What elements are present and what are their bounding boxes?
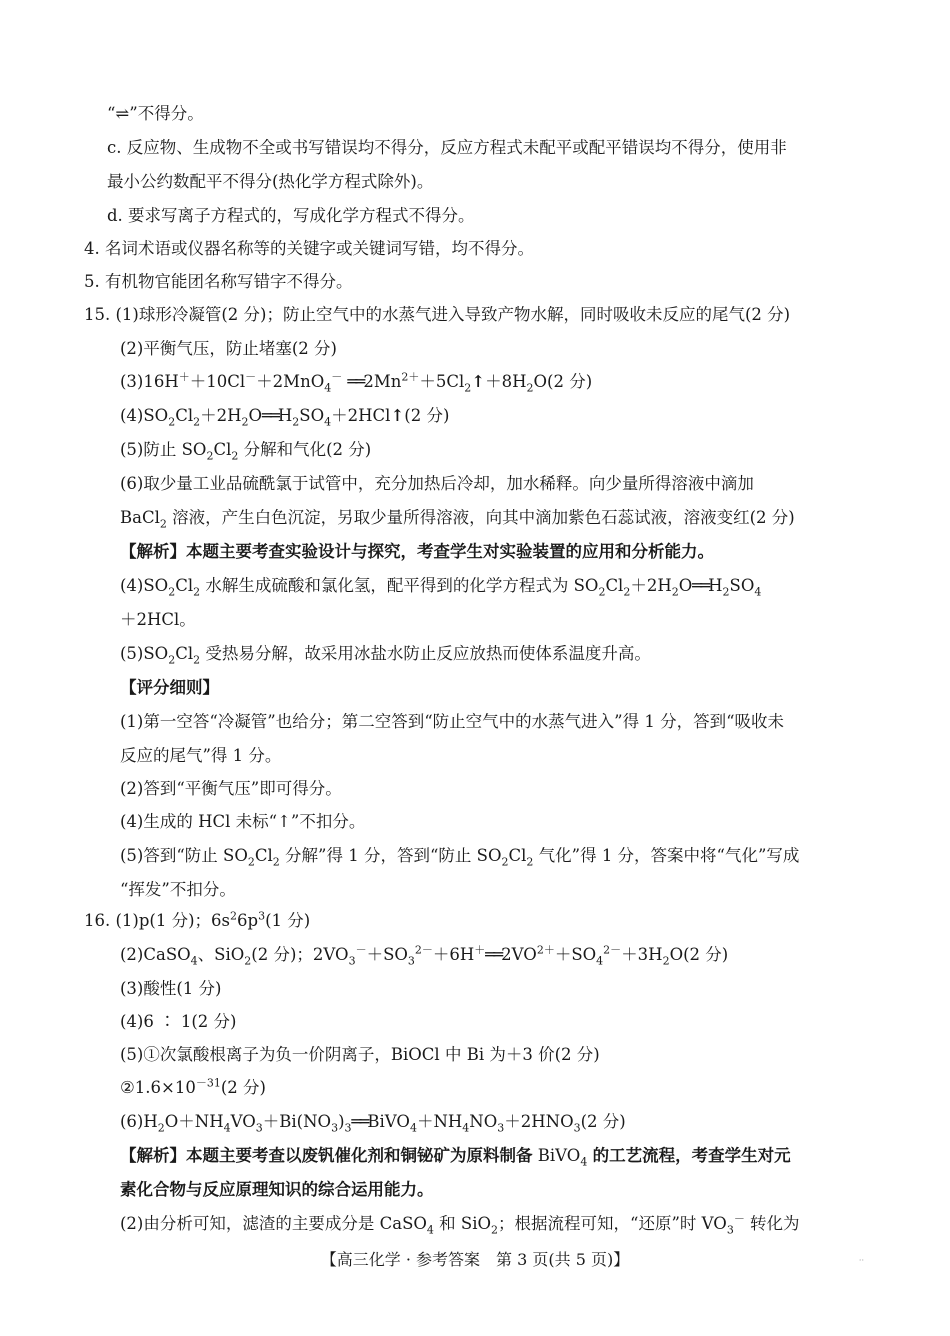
text-line: “⇌”不得分。 xyxy=(107,104,204,123)
answer-16-6: $(6)H_2O+NH_4VO_3+Bi(NO_3)_3══BiVO_4+NH_4NO_3+2HNO_3(2$ 分) xyxy=(120,1112,626,1135)
corner-mark: ·· xyxy=(858,1256,864,1265)
analysis-16-heading-cont: 素化合物与反应原理知识的综合运用能力。 xyxy=(120,1180,434,1199)
answer-16-2: (2)CaSO$_4$、SiO$_2$(2 分)；$2VO_3^-+SO_3^{2-}+6H^+══2VO^{2+}+SO_4^{2-}+3H_2O(2$ 分) xyxy=(120,943,729,968)
analysis-15-heading: 【解析】本题主要考查实验设计与探究，考查学生对实验装置的应用和分析能力。 xyxy=(120,542,714,561)
answer-15-4: $(4)SO_2Cl_2+2H_2O══H_2SO_4+2HCl↑(2$ 分) xyxy=(120,406,450,429)
scoring-5: (5)答到“防止 $SO_2Cl_2$ 分解”得 1 分，答到“防止 $SO_2Cl_2$ 气化”得 1 分，答案中将“气化”写成 xyxy=(120,846,800,869)
answer-16-1: 16. (1)p(1 分)；$6s^26p^3(1$ 分) xyxy=(84,909,311,930)
scoring-1: (1)第一空答“冷凝管”也给分；第二空答到“防止空气中的水蒸气进入”得 1 分，答到“吸收未 xyxy=(120,712,785,731)
text-segment: 的工艺流程，考查学生对元 xyxy=(592,1146,791,1165)
answer-15-6: (6)取少量工业品硫酰氯于试管中，充分加热后冷却，加水稀释。向少量所得溶液中滴加 xyxy=(120,474,754,493)
analysis-16-heading: 【解析】本题主要考查以废钒催化剂和铜铋矿为原料制备 BiVO$_4$ 的工艺流程，考查学生对元 xyxy=(120,1146,791,1169)
text-line: c. 反应物、生成物不全或书写错误均不得分，反应方程式未配平或配平错误均不得分，使用非 xyxy=(107,138,787,157)
answer-15-5: (5)防止 $SO_2Cl_2$ 分解和气化(2 分) xyxy=(120,440,372,463)
answer-15-2: (2)平衡气压，防止堵塞(2 分) xyxy=(120,339,337,358)
answer-15-3: (3)16H＋＋10Cl－＋2MnO$_4$－ $══2Mn^{2+}+5Cl_2↑+8H_2O(2$ 分) xyxy=(120,370,593,395)
text-line: 4. 名词术语或仪器名称等的关键字或关键词写错，均不得分。 xyxy=(84,239,534,258)
text-line: 5. 有机物官能团名称写错字不得分。 xyxy=(84,272,353,291)
scoring-heading: 【评分细则】 xyxy=(120,678,219,697)
answer-15-6-cont: BaCl$_2$ 溶液，产生白色沉淀，另取少量所得溶液，向其中滴加紫色石蕊试液，溶液变红(2 分) xyxy=(120,508,795,531)
text-segment: 溶液，产生白色沉淀，另取少量所得溶液，向其中滴加紫色石蕊试液，溶液变红(2 分) xyxy=(172,508,795,527)
scoring-5-cont: “挥发”不扣分。 xyxy=(120,880,236,899)
answer-15-1: 15. (1)球形冷凝管(2 分)；防止空气中的水蒸气进入导致产物水解，同时吸收未反应的尾气(2 分) xyxy=(84,305,791,324)
answer-16-5: (5)①次氯酸根离子为负一价阴离子，BiOCl 中 Bi 为＋3 价(2 分) xyxy=(120,1045,600,1064)
answer-16-5-2: $②1.6\times 10^{-31}(2$ 分) xyxy=(120,1076,266,1097)
analysis-16-2: (2)由分析可知，滤渣的主要成分是 CaSO$_4$ 和 SiO$_2$；根据流程可知，“还原”时 $VO_3^-$ 转化为 xyxy=(120,1212,800,1237)
answer-16-3: (3)酸性(1 分) xyxy=(120,979,222,998)
answer-16-4: (4)6 ∶ 1(2 分) xyxy=(120,1012,237,1031)
scoring-4: (4)生成的 HCl 未标“↑”不扣分。 xyxy=(120,812,366,831)
page-footer: 【高三化学 · 参考答案 第 3 页(共 5 页)】 xyxy=(320,1250,630,1269)
text-line: d. 要求写离子方程式的，写成化学方程式不得分。 xyxy=(107,206,475,225)
scoring-2: (2)答到“平衡气压”即可得分。 xyxy=(120,779,342,798)
analysis-15-4: $(4)SO_2Cl_2$ 水解生成硫酸和氯化氢，配平得到的化学方程式为 $SO_2Cl_2+2H_2O══H_2SO_4$ xyxy=(120,576,762,599)
text-segment: 【解析】本题主要考查以废钒催化剂和铜铋矿为原料制备 xyxy=(120,1146,533,1165)
analysis-15-5: $(5)SO_2Cl_2$ 受热易分解，故采用冰盐水防止反应放热而使体系温度升高。 xyxy=(120,644,651,667)
text-line: 最小公约数配平不得分(热化学方程式除外)。 xyxy=(107,172,434,191)
scoring-1-cont: 反应的尾气”得 1 分。 xyxy=(120,746,282,765)
analysis-15-4-cont: ＋2HCl。 xyxy=(120,610,196,629)
